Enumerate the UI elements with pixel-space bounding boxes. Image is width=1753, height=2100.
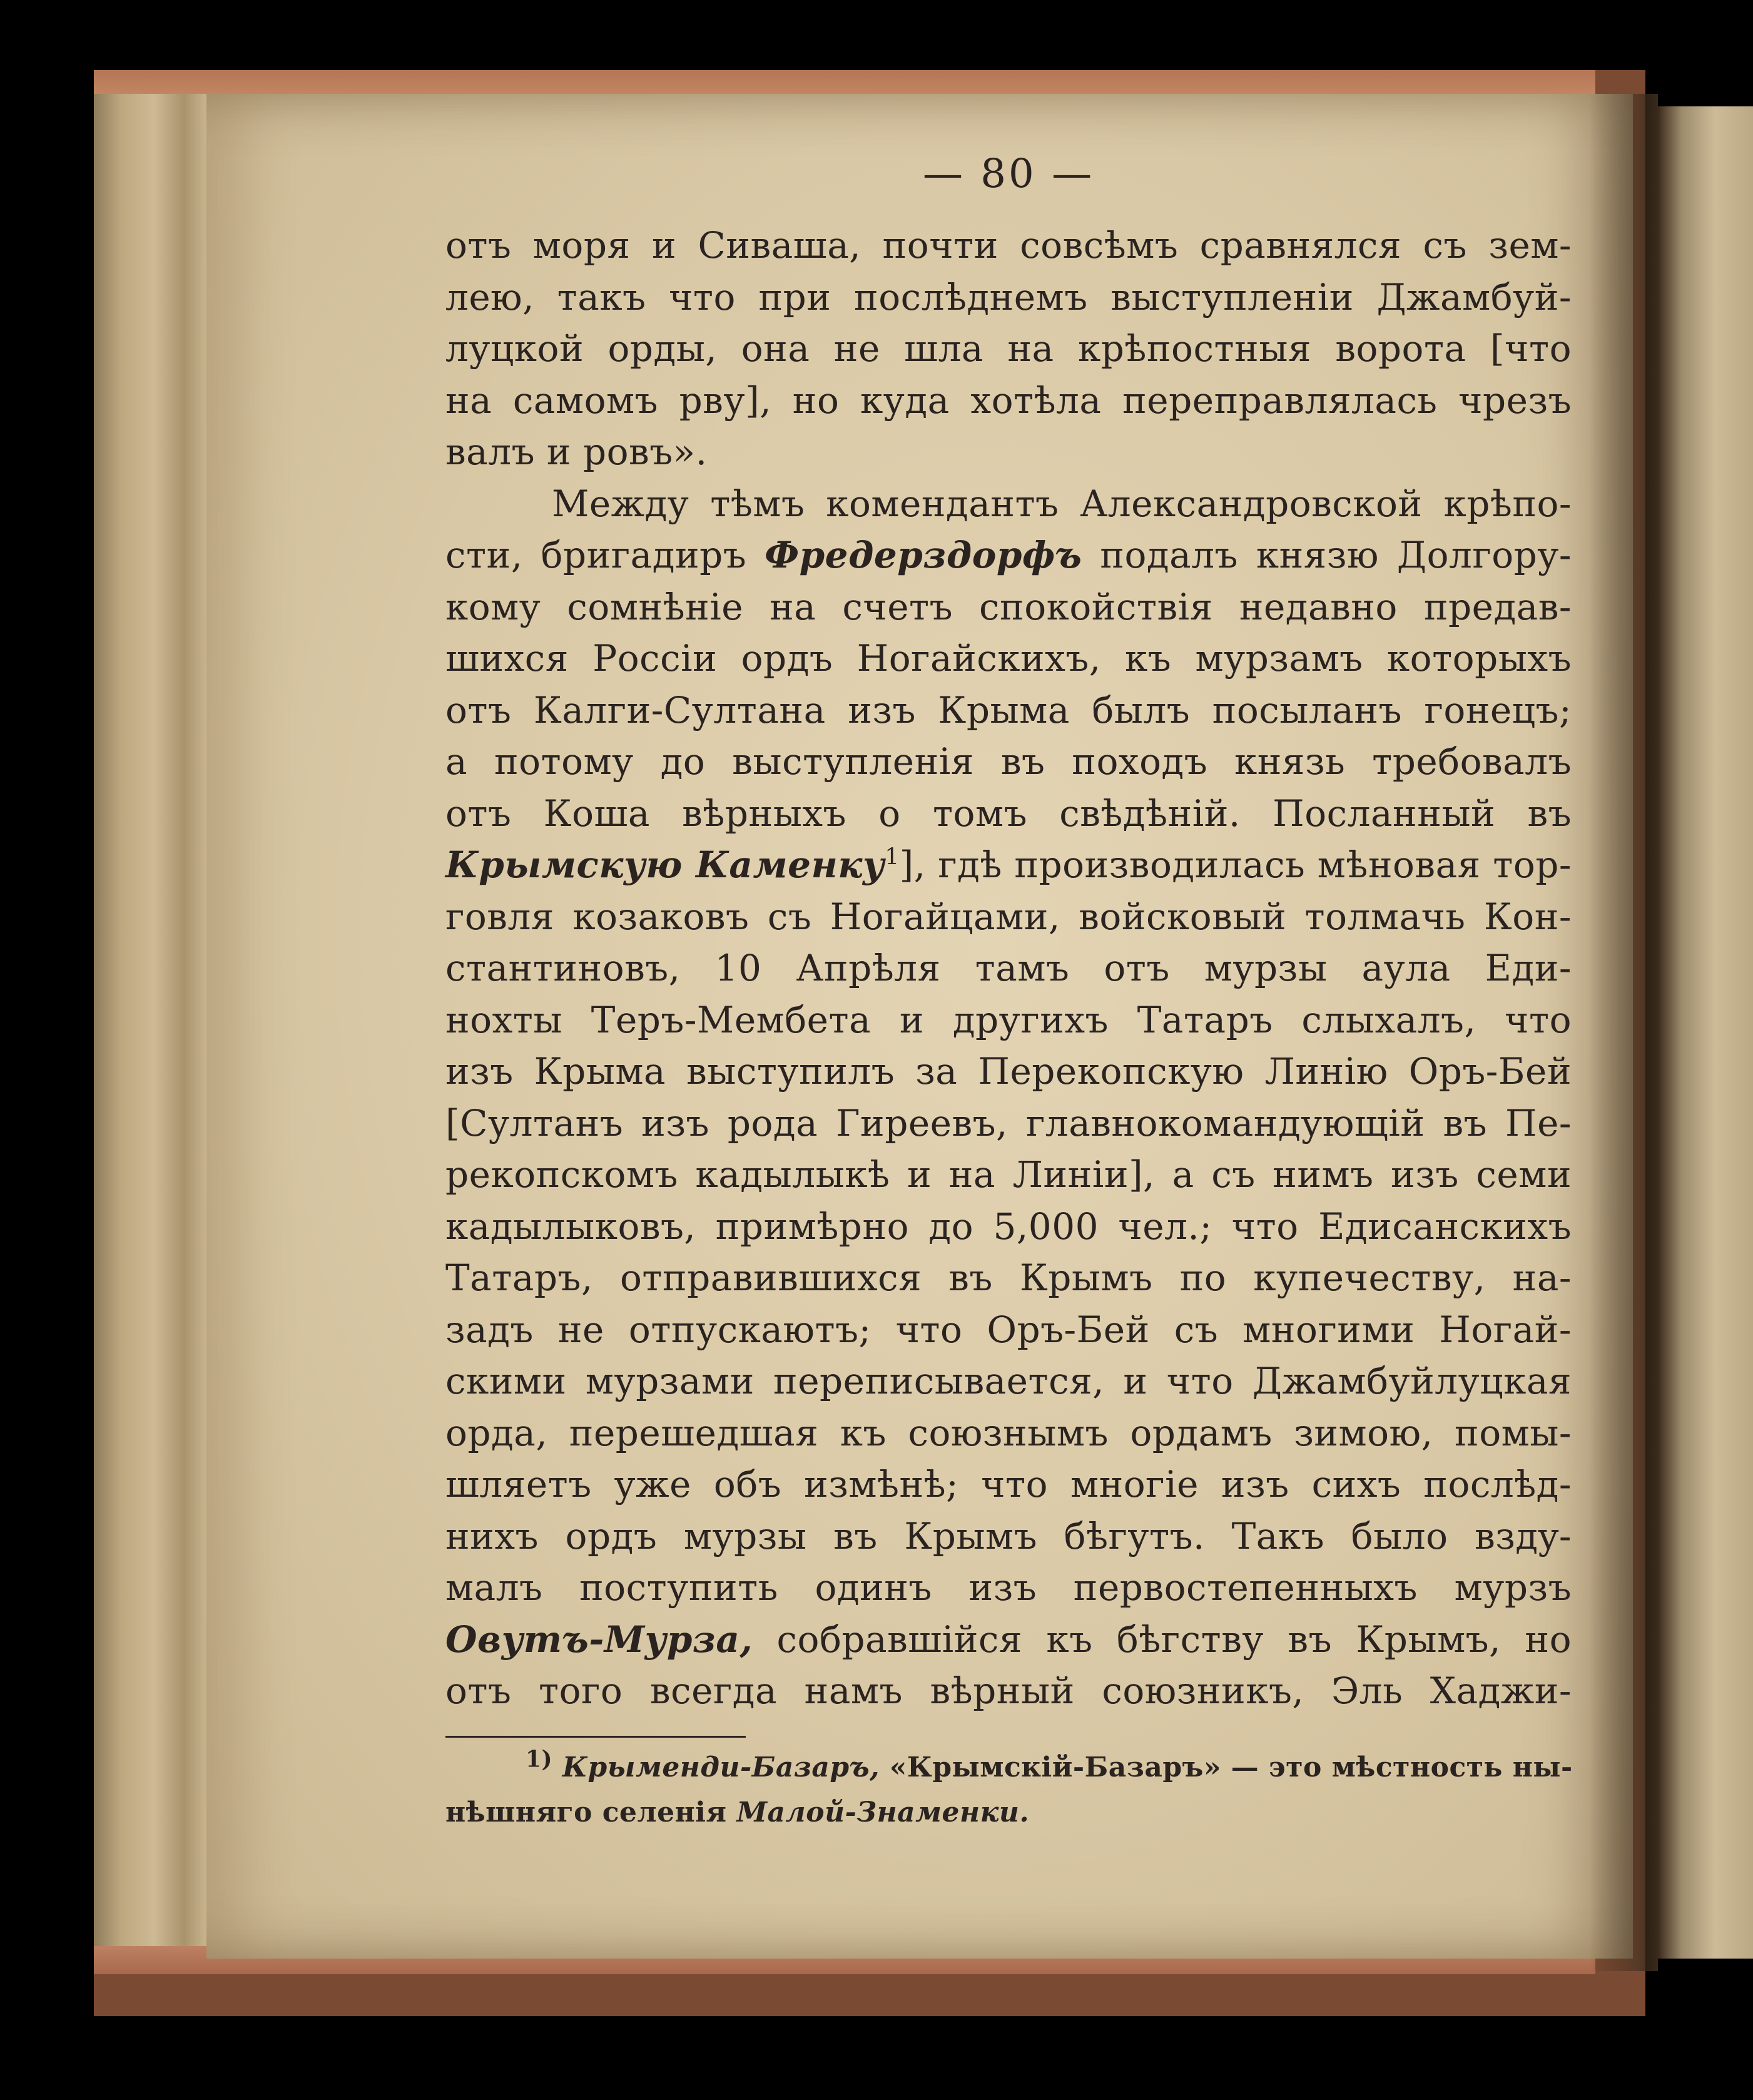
text-line: изъ Крыма выступилъ за Перекопскую Линію Оръ-Бей — [445, 1050, 1572, 1093]
text-line: отъ Коша вѣрныхъ о томъ свѣдѣній. Посланный въ — [445, 792, 1572, 835]
footnote-italic-term: Малой-Знаменки. — [736, 1796, 1030, 1828]
text-line: рекопскомъ кадылыкѣ и на Линіи], а съ нимъ изъ семи — [445, 1153, 1572, 1196]
text-run: ], гдѣ производилась мѣновая тор- — [899, 844, 1572, 886]
text-line: а потому до выступленія въ походъ князь требовалъ — [445, 740, 1572, 783]
text-line: стантиновъ, 10 Апрѣля тамъ отъ мурзы аула Еди- — [445, 947, 1572, 989]
text-line: задъ не отпускаютъ; что Оръ-Бей съ многими Ногай- — [445, 1308, 1572, 1351]
page-text-block — [445, 146, 1572, 1835]
footnote-marker: 1 — [885, 844, 900, 870]
text-line: луцкой орды, она не шла на крѣпостныя ворота [что — [445, 327, 1572, 370]
person-name-italic: Фредерздорфъ — [765, 534, 1082, 576]
text-line: [Султанъ изъ рода Гиреевъ, главнокомандующій въ Пе- — [445, 1101, 1572, 1144]
text-line: отъ моря и Сиваша, почти совсѣмъ сравнялся съ зем- — [445, 224, 1572, 267]
text-line: нохты Теръ-Мембета и другихъ Татаръ слыхалъ, что — [445, 998, 1572, 1041]
footnote-number: 1) — [526, 1745, 553, 1772]
text-run: подалъ князю Долгору- — [1082, 534, 1572, 576]
text-line — [445, 529, 1572, 581]
footnote-italic-term: Крыменди-Базаръ, — [562, 1751, 880, 1783]
text-line: Татаръ, отправившихся въ Крымъ по купечеству, на- — [445, 1256, 1572, 1299]
footnote-line — [445, 1745, 1572, 1790]
text-line: на самомъ рву], но куда хотѣла переправлялась чрезъ — [445, 379, 1572, 422]
footnote-text: «Крымскій-Базаръ» — это мѣстность ны- — [880, 1751, 1573, 1783]
text-line: шляетъ уже объ измѣнѣ; что многіе изъ сихъ послѣд- — [445, 1463, 1572, 1506]
facing-page-edge — [1658, 106, 1753, 1959]
footnote-text: нѣшняго селенія — [445, 1796, 737, 1828]
text-run: сти, бригадиръ — [445, 534, 765, 576]
text-line: валъ и ровъ». — [445, 431, 708, 473]
text-line: малъ поступить одинъ изъ первостепенныхъ мурзъ — [445, 1566, 1572, 1609]
text-line: кому сомнѣніе на счетъ спокойствія недавно предав- — [445, 585, 1572, 628]
text-run: собравшійся къ бѣгству въ Крымъ, но — [753, 1618, 1572, 1661]
page-number: — 80 — — [922, 151, 1095, 197]
text-line: лею, такъ что при послѣднемъ выступленіи Джамбуй- — [445, 275, 1572, 319]
text-line: скими мурзами переписывается, и что Джамбуйлуцкая — [445, 1360, 1572, 1402]
text-line — [445, 839, 1572, 891]
text-line: отъ того всегда намъ вѣрный союзникъ, Эль Хаджи- — [445, 1669, 1572, 1712]
text-line — [445, 1614, 1572, 1666]
text-line: Между тѣмъ комендантъ Александровской крѣпо- — [552, 482, 1572, 525]
place-name-italic: Крымскую Каменку — [445, 844, 885, 886]
text-line: орда, перешедшая къ союзнымъ ордамъ зимою, помы- — [445, 1411, 1572, 1454]
text-line: отъ Калги-Султана изъ Крыма былъ посыланъ гонецъ; — [445, 688, 1572, 731]
page-gutter — [1589, 94, 1658, 1971]
text-line: шихся Россіи ордъ Ногайскихъ, къ мурзамъ которыхъ — [445, 637, 1572, 680]
person-name-italic: Овутъ-Мурза, — [445, 1618, 753, 1661]
text-line: говля козаковъ съ Ногайцами, войсковый толмачь Кон- — [445, 895, 1572, 938]
text-line: нихъ ордъ мурзы въ Крымъ бѣгутъ. Такъ было вздy- — [445, 1514, 1572, 1557]
text-line: кадылыковъ, примѣрно до 5,000 чел.; что Едисанскихъ — [445, 1205, 1572, 1248]
footnote-line — [445, 1790, 1572, 1835]
footnote-rule — [445, 1736, 746, 1738]
